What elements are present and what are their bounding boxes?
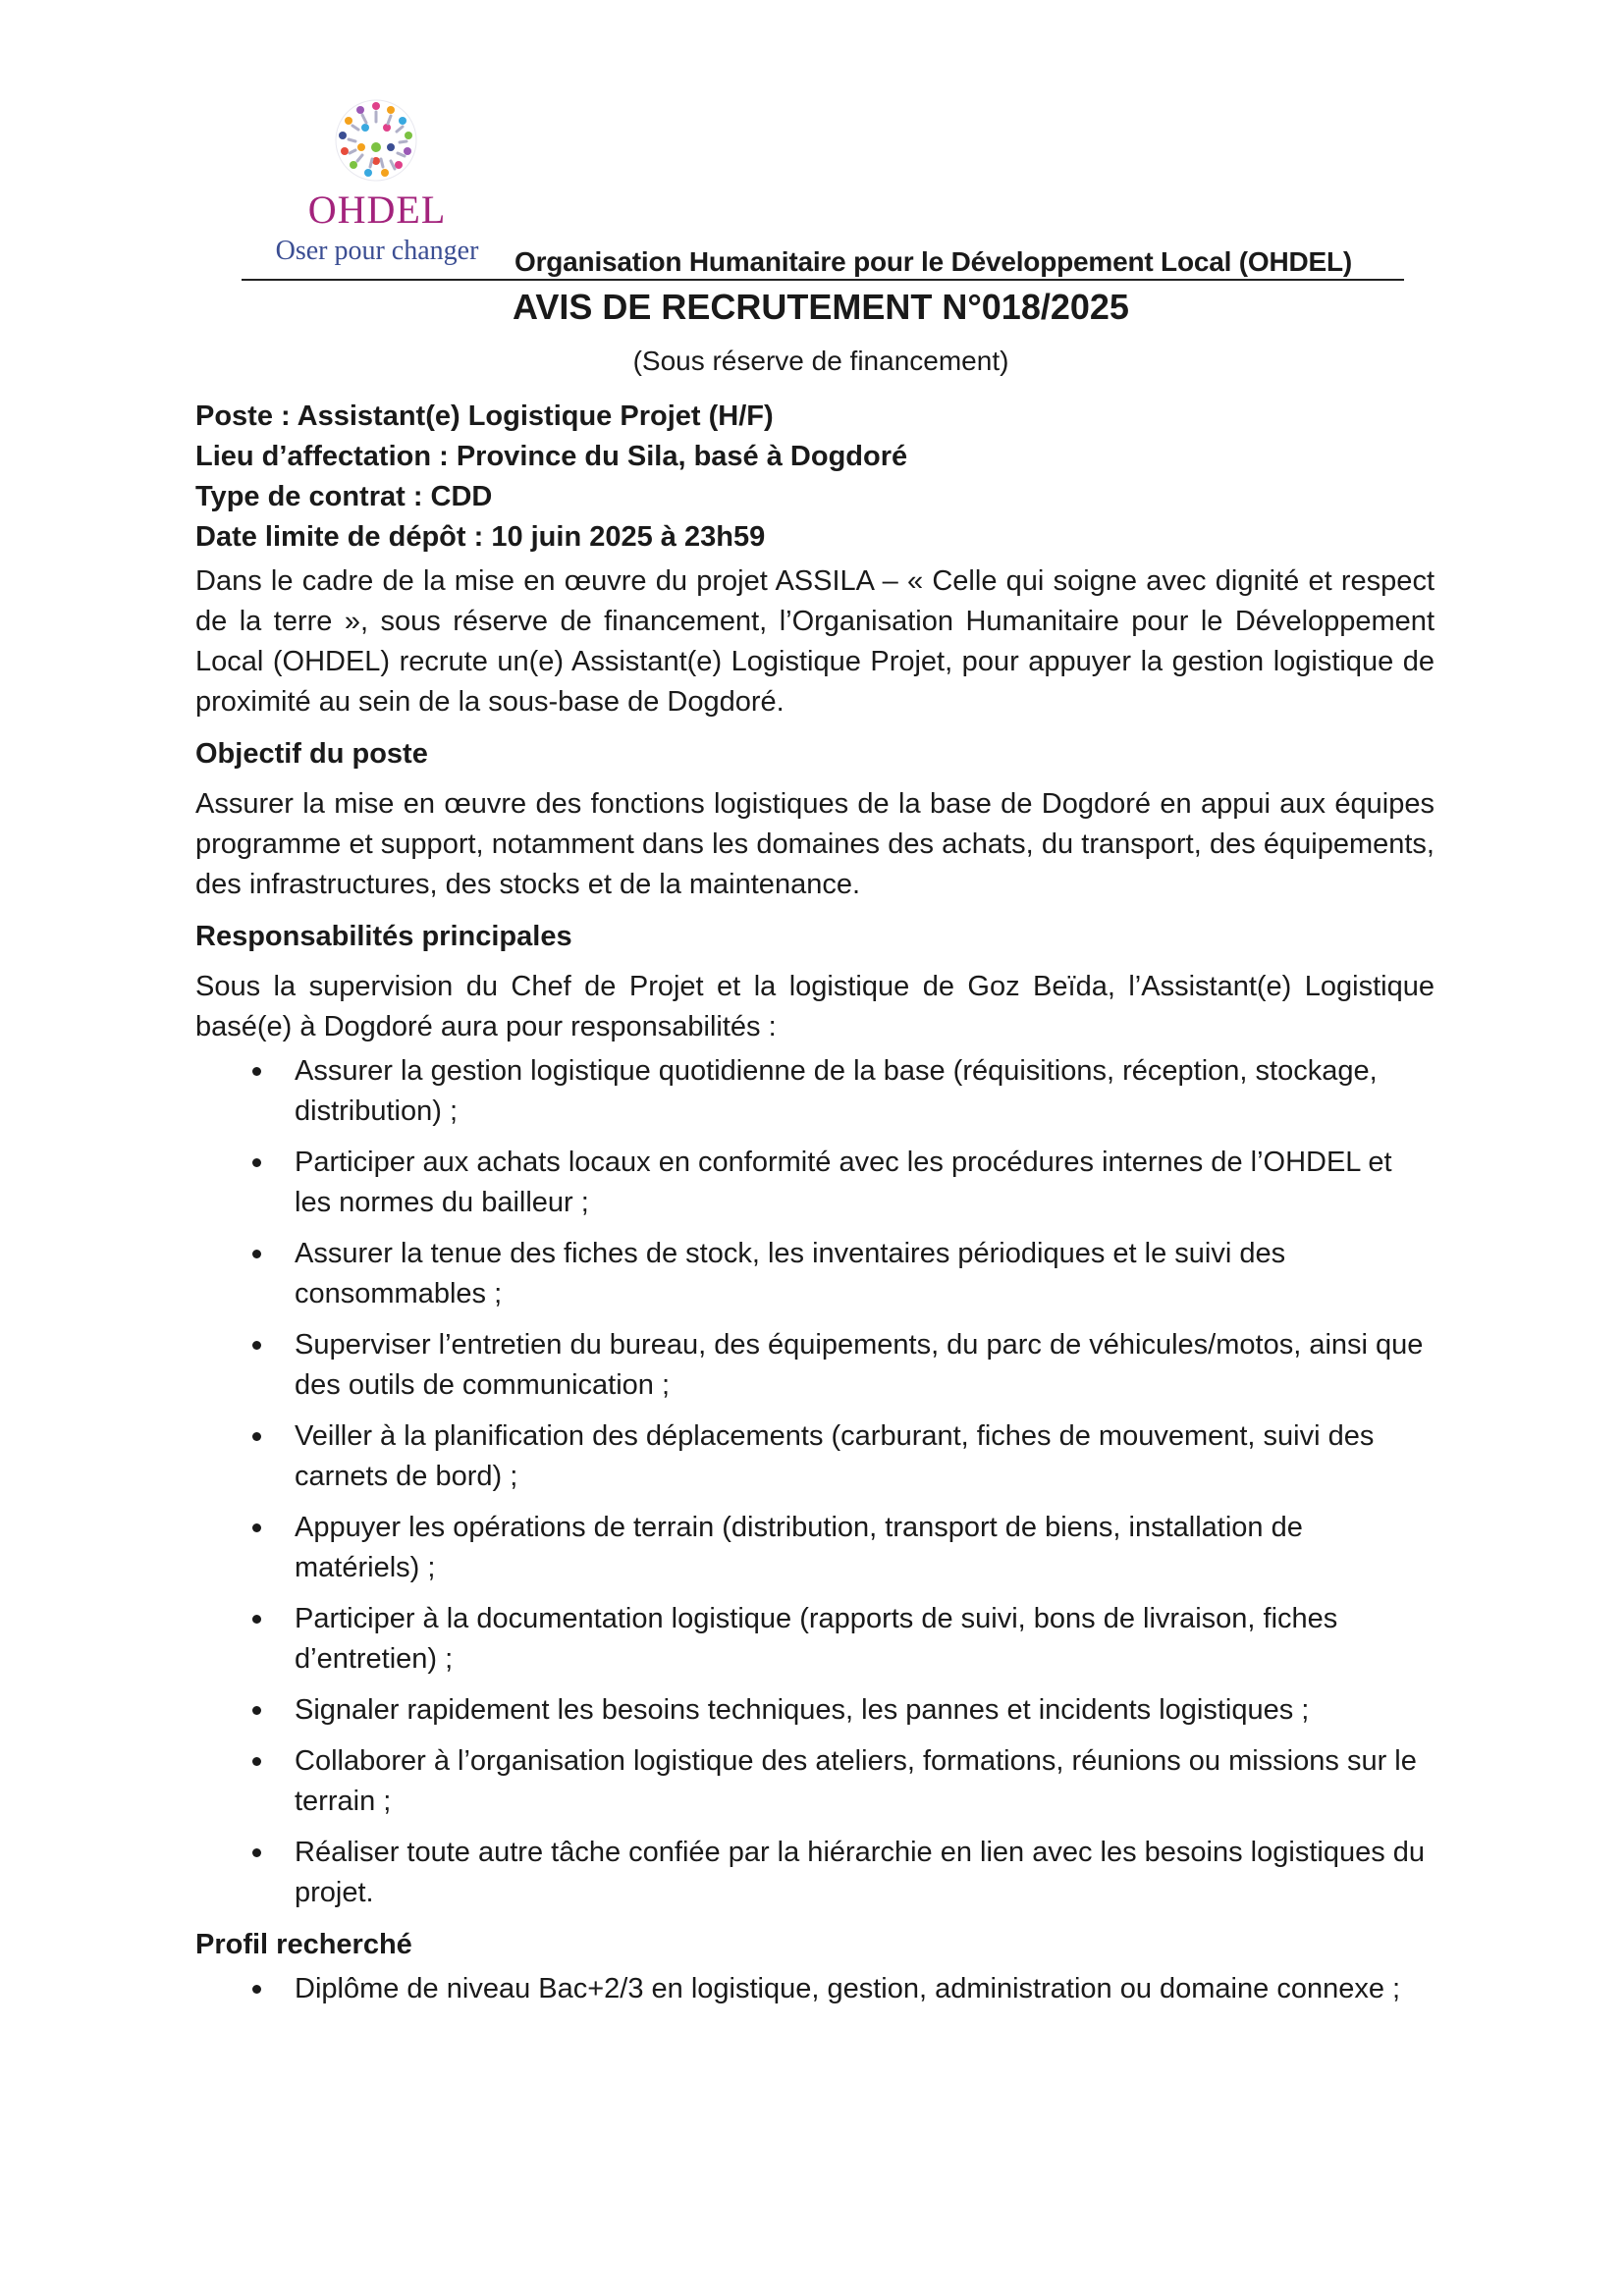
list-item-text: Veiller à la planification des déplacements (carburant, fiches de mouvement, suivi des carnets de bord) ; — [295, 1420, 1375, 1492]
list-item-text: Participer à la documentation logistique (rapports de suivi, bons de livraison, fiches d’entretien) ; — [295, 1603, 1338, 1675]
meta-date-limite: Date limite de dépôt : 10 juin 2025 à 23h59 — [195, 521, 766, 553]
list-item — [195, 1051, 1435, 1132]
document-subtitle: (Sous réserve de financement) — [632, 346, 1009, 376]
profil-heading: Profil recherché — [195, 1929, 412, 1960]
bullet-icon — [252, 1706, 261, 1715]
ohdel-logo — [240, 88, 514, 285]
header-rule — [242, 279, 1404, 281]
responsabilites-list — [195, 1051, 1435, 1913]
list-item-text: Diplôme de niveau Bac+2/3 en logistique, gestion, administration ou domaine connexe ; — [295, 1973, 1401, 2004]
bullet-icon — [252, 1615, 261, 1624]
bullet-icon — [252, 1985, 261, 1994]
list-item — [195, 1234, 1435, 1314]
list-item-text: Signaler rapidement les besoins techniques, les pannes et incidents logistiques ; — [295, 1694, 1310, 1726]
objectif-heading: Objectif du poste — [195, 738, 428, 770]
list-item-text: Superviser l’entretien du bureau, des équipements, du parc de véhicules/motos, ainsi que des outils de communication ; — [295, 1329, 1424, 1401]
list-item — [195, 1690, 1435, 1731]
meta-poste: Poste : Assistant(e) Logistique Projet (H/F) — [195, 400, 774, 432]
list-item — [195, 1969, 1435, 2009]
list-item — [195, 1325, 1435, 1406]
bullet-icon — [252, 1848, 261, 1857]
list-item-text: Assurer la gestion logistique quotidienne de la base (réquisitions, réception, stockage, distribution) ; — [295, 1055, 1378, 1127]
bullet-icon — [252, 1067, 261, 1076]
logo-slogan: Oser pour changer — [275, 236, 479, 266]
list-item-text: Participer aux achats locaux en conformité avec les procédures internes de l’OHDEL et les normes du bailleur ; — [295, 1147, 1392, 1218]
document-body — [195, 397, 1435, 2009]
bullet-icon — [252, 1432, 261, 1441]
bullet-icon — [252, 1341, 261, 1350]
list-item — [195, 1741, 1435, 1822]
list-item — [195, 1833, 1435, 1913]
bullet-icon — [252, 1523, 261, 1532]
bullet-icon — [252, 1250, 261, 1258]
document-title: AVIS DE RECRUTEMENT N°018/2025 — [513, 287, 1129, 327]
bullet-icon — [252, 1757, 261, 1766]
logo-name: OHDEL — [307, 187, 447, 232]
list-item-text: Assurer la tenue des fiches de stock, les inventaires périodiques et le suivi des consommables ; — [295, 1238, 1286, 1309]
list-item-text: Réaliser toute autre tâche confiée par la hiérarchie en lien avec les besoins logistiques du projet. — [295, 1837, 1426, 1908]
profil-list — [195, 1969, 1435, 2009]
list-item-text: Appuyer les opérations de terrain (distribution, transport de biens, installation de matériels) ; — [295, 1512, 1303, 1583]
objectif-paragraph: Assurer la mise en œuvre des fonctions logistiques de la base de Dogdoré en appui aux équipes programme et support, notamment dans les domaines des achats, du transport, des équipements, des infrastructures, des stocks et de la maintenance. — [195, 788, 1435, 900]
list-item — [195, 1143, 1435, 1223]
intro-paragraph: Dans le cadre de la mise en œuvre du projet ASSILA – « Celle qui soigne avec dignité et respect de la terre », sous réserve de financement, l’Organisation Humanitaire pour le Développement Local (OHDEL) recrute un(e) Assistant(e) Logistique Projet, pour appuyer la gestion logistique de proximité au sein de la sous-base de Dogdoré. — [195, 565, 1435, 718]
organization-name: Organisation Humanitaire pour le Développement Local (OHDEL) — [514, 246, 1353, 277]
meta-contrat: Type de contrat : CDD — [195, 481, 493, 512]
bullet-icon — [252, 1158, 261, 1167]
responsabilites-intro: Sous la supervision du Chef de Projet et la logistique de Goz Beïda, l’Assistant(e) Logistique basé(e) à Dogdoré aura pour responsabilités : — [195, 971, 1435, 1042]
logo-people-circle-icon — [332, 96, 420, 185]
list-item — [195, 1599, 1435, 1680]
list-item — [195, 1416, 1435, 1497]
list-item — [195, 1508, 1435, 1588]
logo-figures — [339, 102, 412, 177]
meta-lieu: Lieu d’affectation : Province du Sila, basé à Dogdoré — [195, 441, 908, 472]
list-item-text: Collaborer à l’organisation logistique des ateliers, formations, réunions ou missions sur le terrain ; — [295, 1745, 1417, 1817]
responsabilites-heading: Responsabilités principales — [195, 921, 572, 952]
